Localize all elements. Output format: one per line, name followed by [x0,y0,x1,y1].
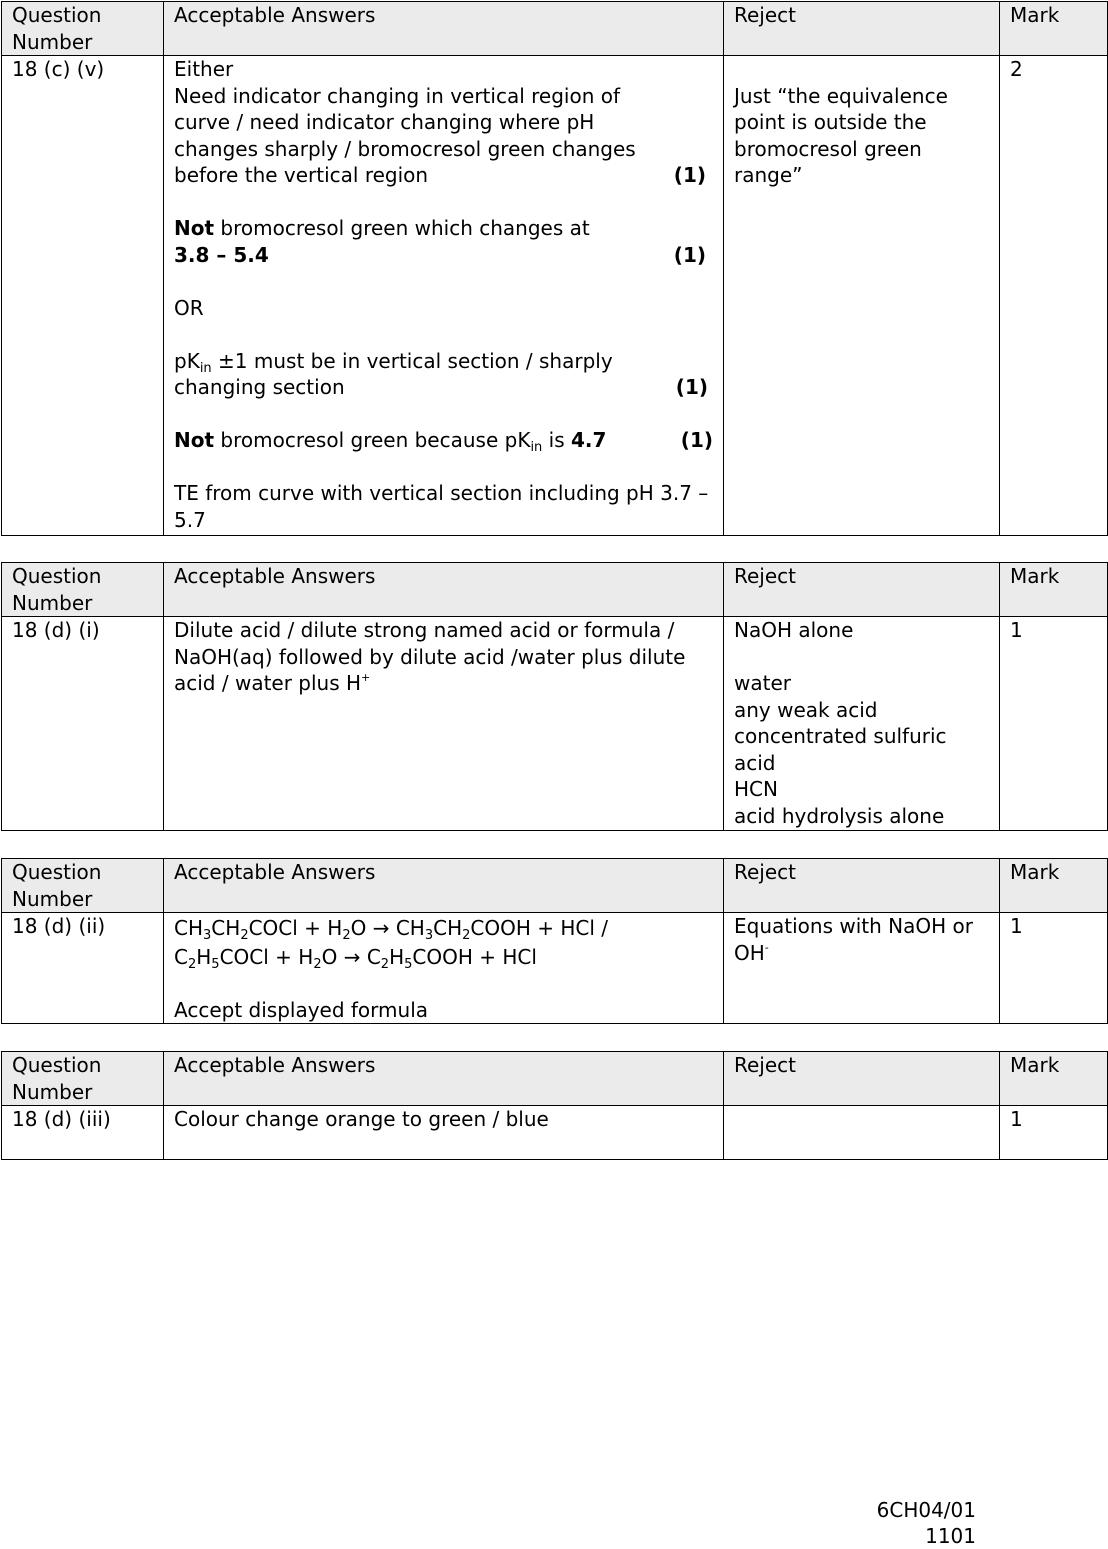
answer-point-3 [174,348,713,401]
header-mark: Mark [1000,859,1108,913]
header-acceptable-answers: Acceptable Answers [164,563,724,617]
paper-code: 6CH04/01 [876,1498,976,1522]
answer-text: Dilute acid / dilute strong named acid or formula / NaOH(aq) followed by dilute acid /water plus dilute acid / water plus H [174,618,686,695]
acceptable-answers-cell: Colour change orange to green / blue [164,1106,724,1160]
header-mark: Mark [1000,2,1108,56]
answer-point-1 [174,83,713,189]
mark-scheme-table-18cv [1,1,1108,536]
header-question-number: Question Number [2,563,164,617]
header-acceptable-answers: Acceptable Answers [164,2,724,56]
question-number: 18 (d) (iii) [2,1106,164,1160]
answer-point-4-mark: (1) [680,428,713,452]
answer-point-2-text: bromocresol green which changes at [220,216,590,240]
header-reject: Reject [724,1052,1000,1106]
reject-item: NaOH alone [734,618,854,642]
answer-point-3-mark: (1) [675,375,708,399]
header-question-number: Question Number [2,1052,164,1106]
header-mark: Mark [1000,563,1108,617]
page-footer [877,1497,976,1549]
acceptable-answers-cell [164,56,724,536]
equation-2: $C_2H_5COCl + H_2O$ → $C_2H_5COOH$ + HCl [174,944,537,972]
header-mark: Mark [1000,1052,1108,1106]
mark-value: 1 [1000,1106,1108,1160]
table-row [2,1106,1108,1160]
table-row [2,56,1108,536]
answer-either: Either [174,57,234,81]
answer-point-2-mark: (1) [673,242,706,267]
answer-point-3-text: $pK_{in} \pm 1$ must be in vertical section / sharply changing section [174,348,613,399]
mark-value: 2 [1000,56,1108,536]
reject-item: HCN [734,777,778,801]
reject-item: concentrated sulfuric acid [734,724,947,775]
mark-scheme-table-18dii [1,858,1108,1024]
reject-item: water [734,671,791,695]
equation-1: $CH_3CH_2COCl + H_2O$ → $CH_3CH_2COOH$ + HCl / [174,916,609,943]
reject-cell [724,56,1000,536]
reject-superscript: - [764,940,769,954]
answer-point-2-not: Not [174,216,215,240]
reject-cell [724,1106,1000,1160]
mark-value: 1 [1000,913,1108,1024]
mark-value: 1 [1000,617,1108,831]
header-reject: Reject [724,563,1000,617]
answer-te: TE from curve with vertical section including pH 3.7 – 5.7 [174,481,709,532]
header-reject: Reject [724,2,1000,56]
answer-point-4: Not bromocresol green because $pK_{in}$ is 4.7 (1) [174,428,713,455]
acceptable-answers-cell [164,617,724,831]
mark-scheme-table-18diii [1,1051,1108,1160]
reject-cell [724,913,1000,1024]
acceptable-answers-cell [164,913,724,1024]
question-number: 18 (d) (ii) [2,913,164,1024]
question-number: 18 (c) (v) [2,56,164,536]
table-row [2,913,1108,1024]
header-row [2,859,1108,913]
question-number: 18 (d) (i) [2,617,164,831]
answer-point-1-text: Need indicator changing in vertical region of curve / need indicator changing where pH changes sharply / bromocresol green changes before the vertical region [174,83,636,187]
header-question-number: Question Number [2,859,164,913]
reject-cell [724,617,1000,831]
header-acceptable-answers: Acceptable Answers [164,1052,724,1106]
answer-point-2-value: 3.8 – 5.4 [174,242,269,267]
exam-session: 1101 [925,1524,976,1548]
table-row [2,617,1108,831]
header-row [2,563,1108,617]
header-reject: Reject [724,859,1000,913]
accept-note: Accept displayed formula [174,997,429,1022]
answer-point-1-mark: (1) [673,163,706,187]
reject-text: Equations with NaOH or OH [734,914,973,965]
reject-item: any weak acid [734,697,878,722]
reject-item: acid hydrolysis alone [734,803,945,828]
reject-text: Just “the equivalence point is outside the bromocresol green range” [734,83,948,187]
mark-scheme-table-18di [1,562,1108,831]
answer-superscript: + [361,671,371,684]
header-row [2,2,1108,56]
answer-or: OR [174,295,204,320]
header-question-number: Question Number [2,2,164,56]
header-row [2,1052,1108,1106]
header-acceptable-answers: Acceptable Answers [164,859,724,913]
answer-point-2 [174,215,713,268]
